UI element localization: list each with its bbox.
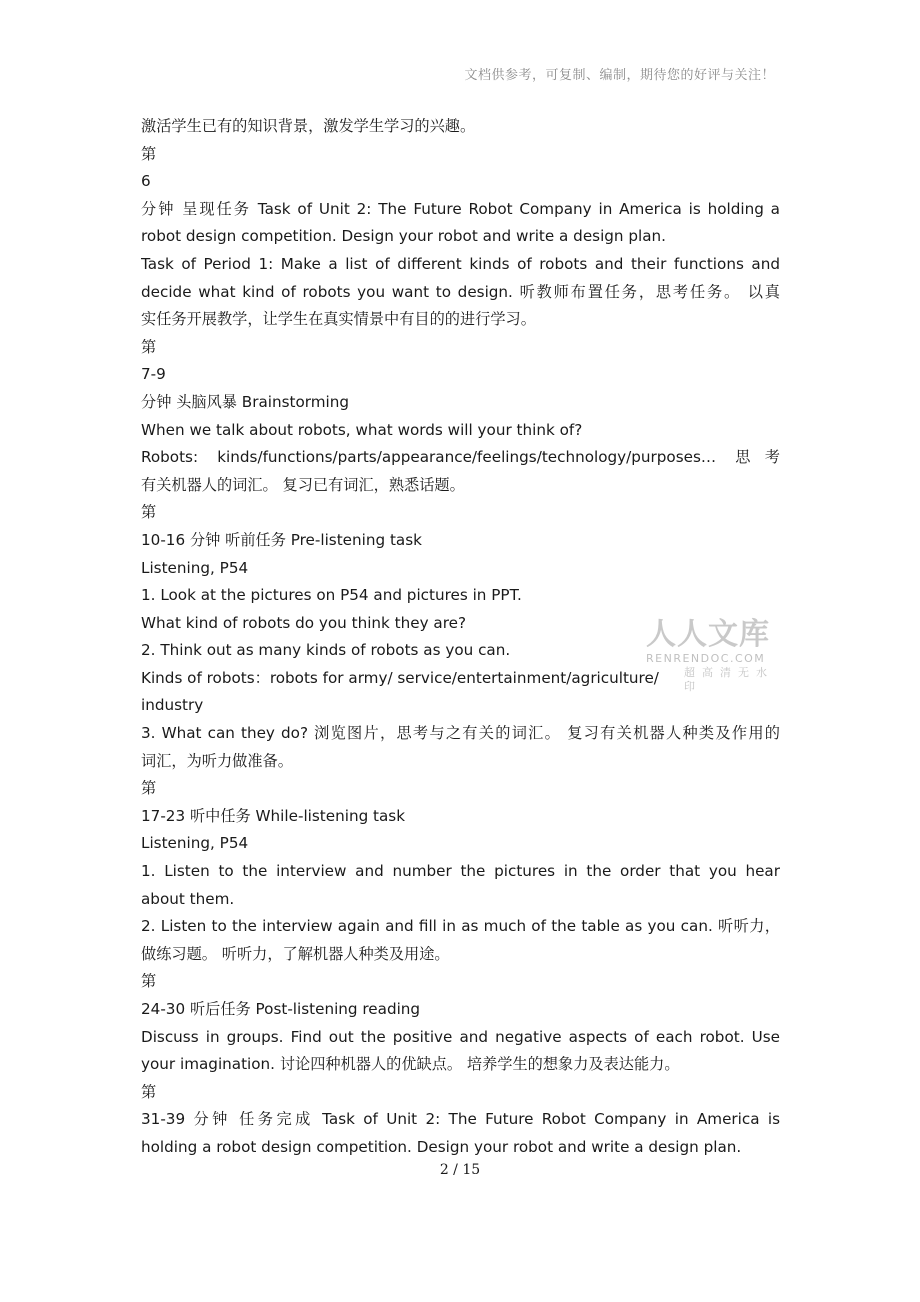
text-line: 分钟 呈现任务 Task of Unit 2: The Future Robot Company in America is holding a bbox=[141, 199, 780, 218]
text-line: 第 bbox=[141, 972, 157, 991]
text-line: your imagination. 讨论四种机器人的优缺点。 培养学生的想象力及表达能力。 bbox=[141, 1055, 680, 1074]
text-line: 激活学生已有的知识背景，激发学生学习的兴趣。 bbox=[141, 117, 476, 135]
watermark-tagline: 超高清无水印 bbox=[684, 666, 774, 693]
text-line: robot design competition. Design your robot and write a design plan. bbox=[141, 227, 667, 246]
text-line: 6 bbox=[141, 172, 151, 191]
text-line: When we talk about robots, what words will your think of? bbox=[141, 420, 583, 439]
text-line: 第 bbox=[141, 144, 157, 163]
watermark-domain: RENRENDOC.COM bbox=[646, 652, 766, 665]
text-line: 31-39 分钟 任务完成 Task of Unit 2: The Future Robot Company in America is bbox=[141, 1110, 780, 1129]
text-line: Task of Period 1: Make a list of different kinds of robots and their functions and bbox=[141, 254, 780, 273]
document-body bbox=[141, 113, 780, 1162]
text-line: 10-16 分钟 听前任务 Pre-listening task bbox=[141, 530, 422, 549]
text-line: 做练习题。 听听力，了解机器人种类及用途。 bbox=[141, 944, 450, 963]
text-line: 第 bbox=[141, 503, 157, 522]
text-line: about them. bbox=[141, 889, 235, 908]
text-line: Robots: kinds/functions/parts/appearance/feelings/technology/purposes… 思考 bbox=[141, 448, 780, 467]
text-line: 17-23 听中任务 While-listening task bbox=[141, 806, 406, 825]
text-line: holding a robot design competition. Design your robot and write a design plan. bbox=[141, 1137, 742, 1156]
text-line: 3. What can they do? 浏览图片，思考与之有关的词汇。 复习有关机器人种类及作用的 bbox=[141, 724, 780, 743]
text-line: decide what kind of robots you want to design. 听教师布置任务，思考任务。 以真 bbox=[141, 282, 780, 301]
text-line: 实任务开展教学，让学生在真实情景中有目的的进行学习。 bbox=[141, 310, 536, 329]
text-line: 2. Think out as many kinds of robots as you can. bbox=[141, 641, 511, 660]
text-line: 1. Listen to the interview and number the pictures in the order that you hear bbox=[141, 862, 780, 881]
text-line: Listening, P54 bbox=[141, 558, 249, 577]
watermark-title: 人人文库 bbox=[646, 617, 770, 652]
text-line: 7-9 bbox=[141, 365, 166, 384]
text-line: 24-30 听后任务 Post-listening reading bbox=[141, 1000, 421, 1018]
text-line: 第 bbox=[141, 337, 157, 356]
text-line: 2. Listen to the interview again and fill in as much of the table as you can. 听听力， bbox=[141, 917, 780, 936]
text-line: Discuss in groups. Find out the positive and negative aspects of each robot. Use bbox=[141, 1027, 780, 1046]
page-number: 2 / 15 bbox=[439, 1162, 481, 1178]
text-line: 1. Look at the pictures on P54 and pictures in PPT. bbox=[141, 586, 522, 605]
text-line: 第 bbox=[141, 1082, 157, 1101]
text-line: Kinds of robots：robots for army/ service/entertainment/agriculture/ bbox=[141, 668, 659, 687]
header-note: 文档供参考，可复制、编制，期待您的好评与关注！ bbox=[464, 68, 775, 83]
text-line: industry bbox=[141, 696, 204, 715]
text-line: What kind of robots do you think they are? bbox=[141, 613, 467, 632]
text-line: 词汇，为听力做准备。 bbox=[141, 751, 293, 770]
text-line: 有关机器人的词汇。 复习已有词汇，熟悉话题。 bbox=[141, 475, 465, 494]
text-line: 第 bbox=[141, 779, 157, 798]
text-line: 分钟 头脑风暴 Brainstorming bbox=[141, 392, 350, 411]
text-line: Listening, P54 bbox=[141, 834, 249, 853]
